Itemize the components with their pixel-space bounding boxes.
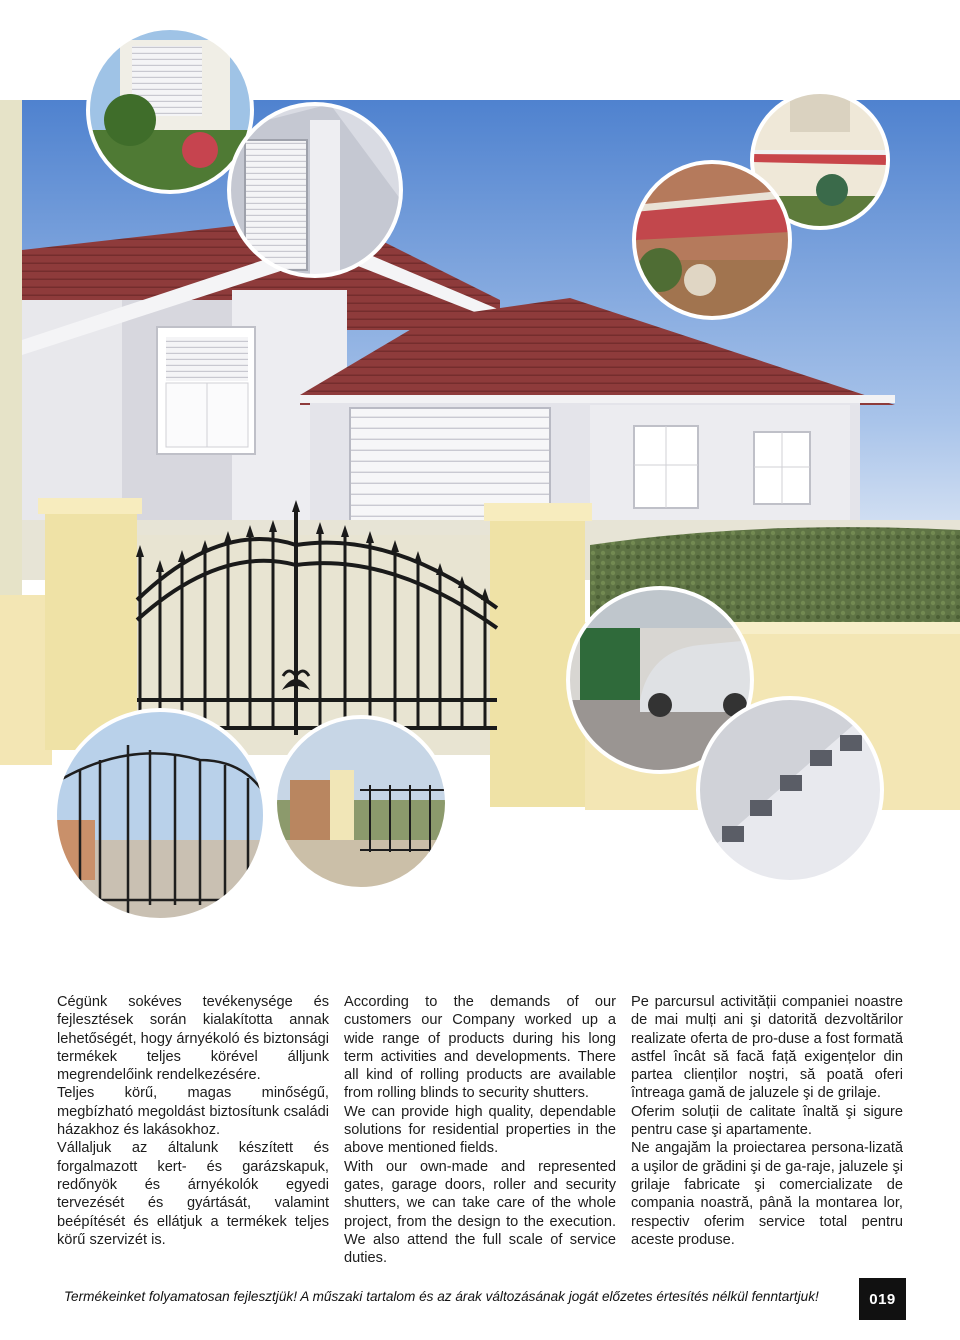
column-english xyxy=(344,993,616,1267)
footer-disclaimer: Termékeinket folyamatosan fejlesztjük! A műszaki tartalom és az árak változásának jogát előzetes értesítés nélkül fenntartjuk! xyxy=(64,1289,819,1304)
romanian-paragraph-1: Pe parcursul activității companiei noastre de mai mulți ani şi datorită dezvoltărilor realizate oferta de pro-duse a fost formată astfel încât să facă față exigențelor din partea clienților noştri, să poată oferi întreaga gamă de jaluzele şi de grilaje. xyxy=(631,994,903,1102)
english-paragraph-2: We can provide high quality, dependable solutions for residential properties in the above mentioned fields. xyxy=(344,1103,616,1157)
hungarian-paragraph-3: Vállaljuk az általunk készített és forgalmazott kert- és garázskapuk, redőnyök és árnyékolók egyedi tervezését és gyártását, valamint beépítését és ellátjuk a termékek teljes körű szervizét is. xyxy=(57,1140,329,1248)
column-romanian xyxy=(631,993,903,1249)
romanian-paragraph-3: Ne angajăm la proiectarea persona-lizată a uşilor de grădini şi de ga-raje, jaluzele şi grilaje fabricate şi comercializate de compania noastră, până la montarea lor, respectiv oferim service total pentru aceste produse. xyxy=(631,1140,903,1248)
hungarian-paragraph-1: Cégünk sokéves tevékenysége és fejlesztések során kialakította annak lehetőségét, hogy árnyékoló és biztonsági termékek teljes körével álljunk megrendelőink rendelkezésére. xyxy=(57,994,329,1084)
page-number-badge: 019 xyxy=(859,1278,906,1320)
hungarian-paragraph-2: Teljes körű, magas minőségű, megbízható megoldást biztosítunk családi házakhoz és lakásokhoz. xyxy=(57,1085,329,1139)
column-hungarian xyxy=(57,993,329,1249)
romanian-paragraph-2: Oferim soluții de calitate înaltă şi sigure pentru case şi apartamente. xyxy=(631,1103,903,1139)
english-paragraph-3: With our own-made and represented gates, garage doors, roller and security shutters, we can take care of the whole project, from the design to the execution. We also attend the full scale of service duties. xyxy=(344,1158,616,1267)
english-paragraph-1: According to the demands of our customers our Company worked up a wide range of products during his long term activities and developments. There all kind of rolling products are available from rolling blinds to security shutters. xyxy=(344,994,616,1102)
